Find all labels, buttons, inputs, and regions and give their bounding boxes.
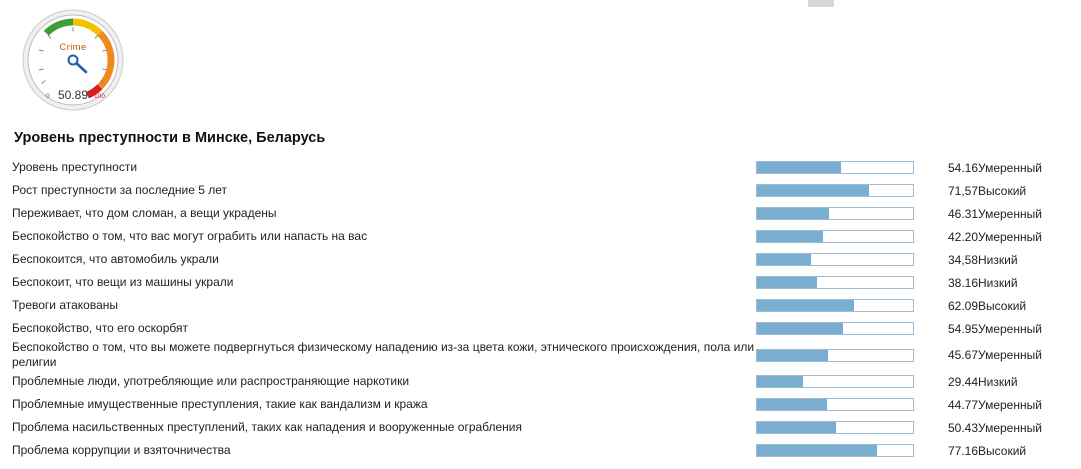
bar-fill bbox=[757, 300, 854, 311]
top-artifact bbox=[808, 0, 834, 7]
table-row bbox=[12, 317, 1070, 340]
row-value: 46.31 bbox=[947, 206, 978, 221]
gauge-label: Crime bbox=[59, 42, 87, 53]
bar-track bbox=[756, 349, 914, 362]
table-row bbox=[12, 202, 1070, 225]
page-title: Уровень преступности в Минске, Беларусь bbox=[14, 130, 326, 146]
table-row bbox=[12, 271, 1070, 294]
row-value: 54.95 bbox=[947, 321, 978, 336]
svg-text:100: 100 bbox=[94, 93, 105, 100]
row-bar bbox=[756, 179, 932, 202]
row-value: 44.77 bbox=[947, 397, 978, 412]
row-label: Беспокойство о том, что вас могут ограбить или напасть на вас bbox=[12, 229, 368, 243]
row-label: Проблемные люди, употребляющие или распространяющие наркотики bbox=[12, 374, 410, 388]
row-value: 29.44 bbox=[947, 374, 978, 389]
row-value: 71,57 bbox=[947, 183, 978, 198]
bar-track bbox=[756, 398, 914, 411]
row-rating: Умеренный bbox=[978, 160, 1042, 175]
row-rating: Умеренный bbox=[978, 206, 1042, 221]
bar-track bbox=[756, 184, 914, 197]
bar-fill bbox=[757, 376, 803, 387]
bar-fill bbox=[757, 323, 843, 334]
bar-fill bbox=[757, 208, 829, 219]
crime-gauge bbox=[14, 8, 132, 112]
table-row bbox=[12, 248, 1070, 271]
bar-track bbox=[756, 444, 914, 457]
row-label: Проблема коррупции и взяточничества bbox=[12, 443, 231, 457]
bar-track bbox=[756, 161, 914, 174]
row-bar bbox=[756, 317, 932, 340]
row-value: 62.09 bbox=[947, 298, 978, 313]
bar-fill bbox=[757, 399, 827, 410]
table-row bbox=[12, 439, 1070, 462]
table-row bbox=[12, 370, 1070, 393]
row-label: Проблемные имущественные преступления, такие как вандализм и кража bbox=[12, 397, 428, 411]
row-label: Беспокоится, что автомобиль украли bbox=[12, 252, 219, 266]
row-bar bbox=[756, 393, 932, 416]
row-rating: Умеренный bbox=[978, 348, 1042, 362]
row-label: Проблема насильственных преступлений, таких как нападения и вооруженные ограбления bbox=[12, 420, 522, 434]
row-label: Беспокойство о том, что вы можете подвергнуться физическому нападению из-за цвета кожи, этнического происхождения, пола или религии bbox=[12, 340, 755, 369]
row-bar bbox=[756, 340, 932, 370]
bar-track bbox=[756, 299, 914, 312]
bar-track bbox=[756, 322, 914, 335]
row-value: 77.16 bbox=[947, 443, 978, 458]
row-value: 38.16 bbox=[947, 275, 978, 290]
row-bar bbox=[756, 439, 932, 462]
row-label: Рост преступности за последние 5 лет bbox=[12, 183, 228, 197]
crime-index-table bbox=[12, 156, 1070, 462]
row-rating: Высокий bbox=[978, 443, 1027, 458]
row-value: 42.20 bbox=[947, 229, 978, 244]
row-bar bbox=[756, 370, 932, 393]
gauge-value: 50.89 bbox=[57, 88, 89, 102]
row-rating: Низкий bbox=[978, 275, 1018, 290]
bar-fill bbox=[757, 185, 869, 196]
bar-fill bbox=[757, 162, 841, 173]
row-value: 45.67 bbox=[947, 348, 978, 362]
row-label: Беспокойство, что его оскорбят bbox=[12, 321, 188, 335]
row-rating: Высокий bbox=[978, 183, 1027, 198]
bar-fill bbox=[757, 277, 817, 288]
bar-fill bbox=[757, 254, 811, 265]
row-bar bbox=[756, 416, 932, 439]
table-row bbox=[12, 294, 1070, 317]
row-value: 54.16 bbox=[947, 160, 978, 175]
bar-track bbox=[756, 276, 914, 289]
row-bar bbox=[756, 225, 932, 248]
row-bar bbox=[756, 248, 932, 271]
bar-track bbox=[756, 421, 914, 434]
table-row bbox=[12, 179, 1070, 202]
bar-track bbox=[756, 375, 914, 388]
table-row bbox=[12, 225, 1070, 248]
table-row bbox=[12, 393, 1070, 416]
row-rating: Умеренный bbox=[978, 420, 1042, 435]
row-rating: Низкий bbox=[978, 374, 1018, 389]
row-value: 50.43 bbox=[947, 420, 978, 435]
row-rating: Умеренный bbox=[978, 229, 1042, 244]
row-rating: Умеренный bbox=[978, 321, 1042, 336]
row-bar bbox=[756, 294, 932, 317]
bar-track bbox=[756, 253, 914, 266]
row-rating: Низкий bbox=[978, 252, 1018, 267]
row-label: Уровень преступности bbox=[12, 160, 138, 174]
row-rating: Высокий bbox=[978, 298, 1027, 313]
row-label: Беспокоит, что вещи из машины украли bbox=[12, 275, 234, 289]
row-label: Тревоги атакованы bbox=[12, 298, 119, 312]
row-label: Переживает, что дом сломан, а вещи украдены bbox=[12, 206, 277, 220]
bar-track bbox=[756, 207, 914, 220]
bar-fill bbox=[757, 445, 877, 456]
row-value: 34,58 bbox=[947, 252, 978, 267]
table-row bbox=[12, 156, 1070, 179]
table-row bbox=[12, 416, 1070, 439]
row-bar bbox=[756, 271, 932, 294]
bar-fill bbox=[757, 422, 836, 433]
bar-fill bbox=[757, 231, 823, 242]
bar-track bbox=[756, 230, 914, 243]
row-rating: Умеренный bbox=[978, 397, 1042, 412]
svg-text:0: 0 bbox=[46, 93, 50, 100]
bar-fill bbox=[757, 350, 828, 361]
row-bar bbox=[756, 202, 932, 225]
row-bar bbox=[756, 156, 932, 179]
table-row bbox=[12, 340, 1070, 370]
